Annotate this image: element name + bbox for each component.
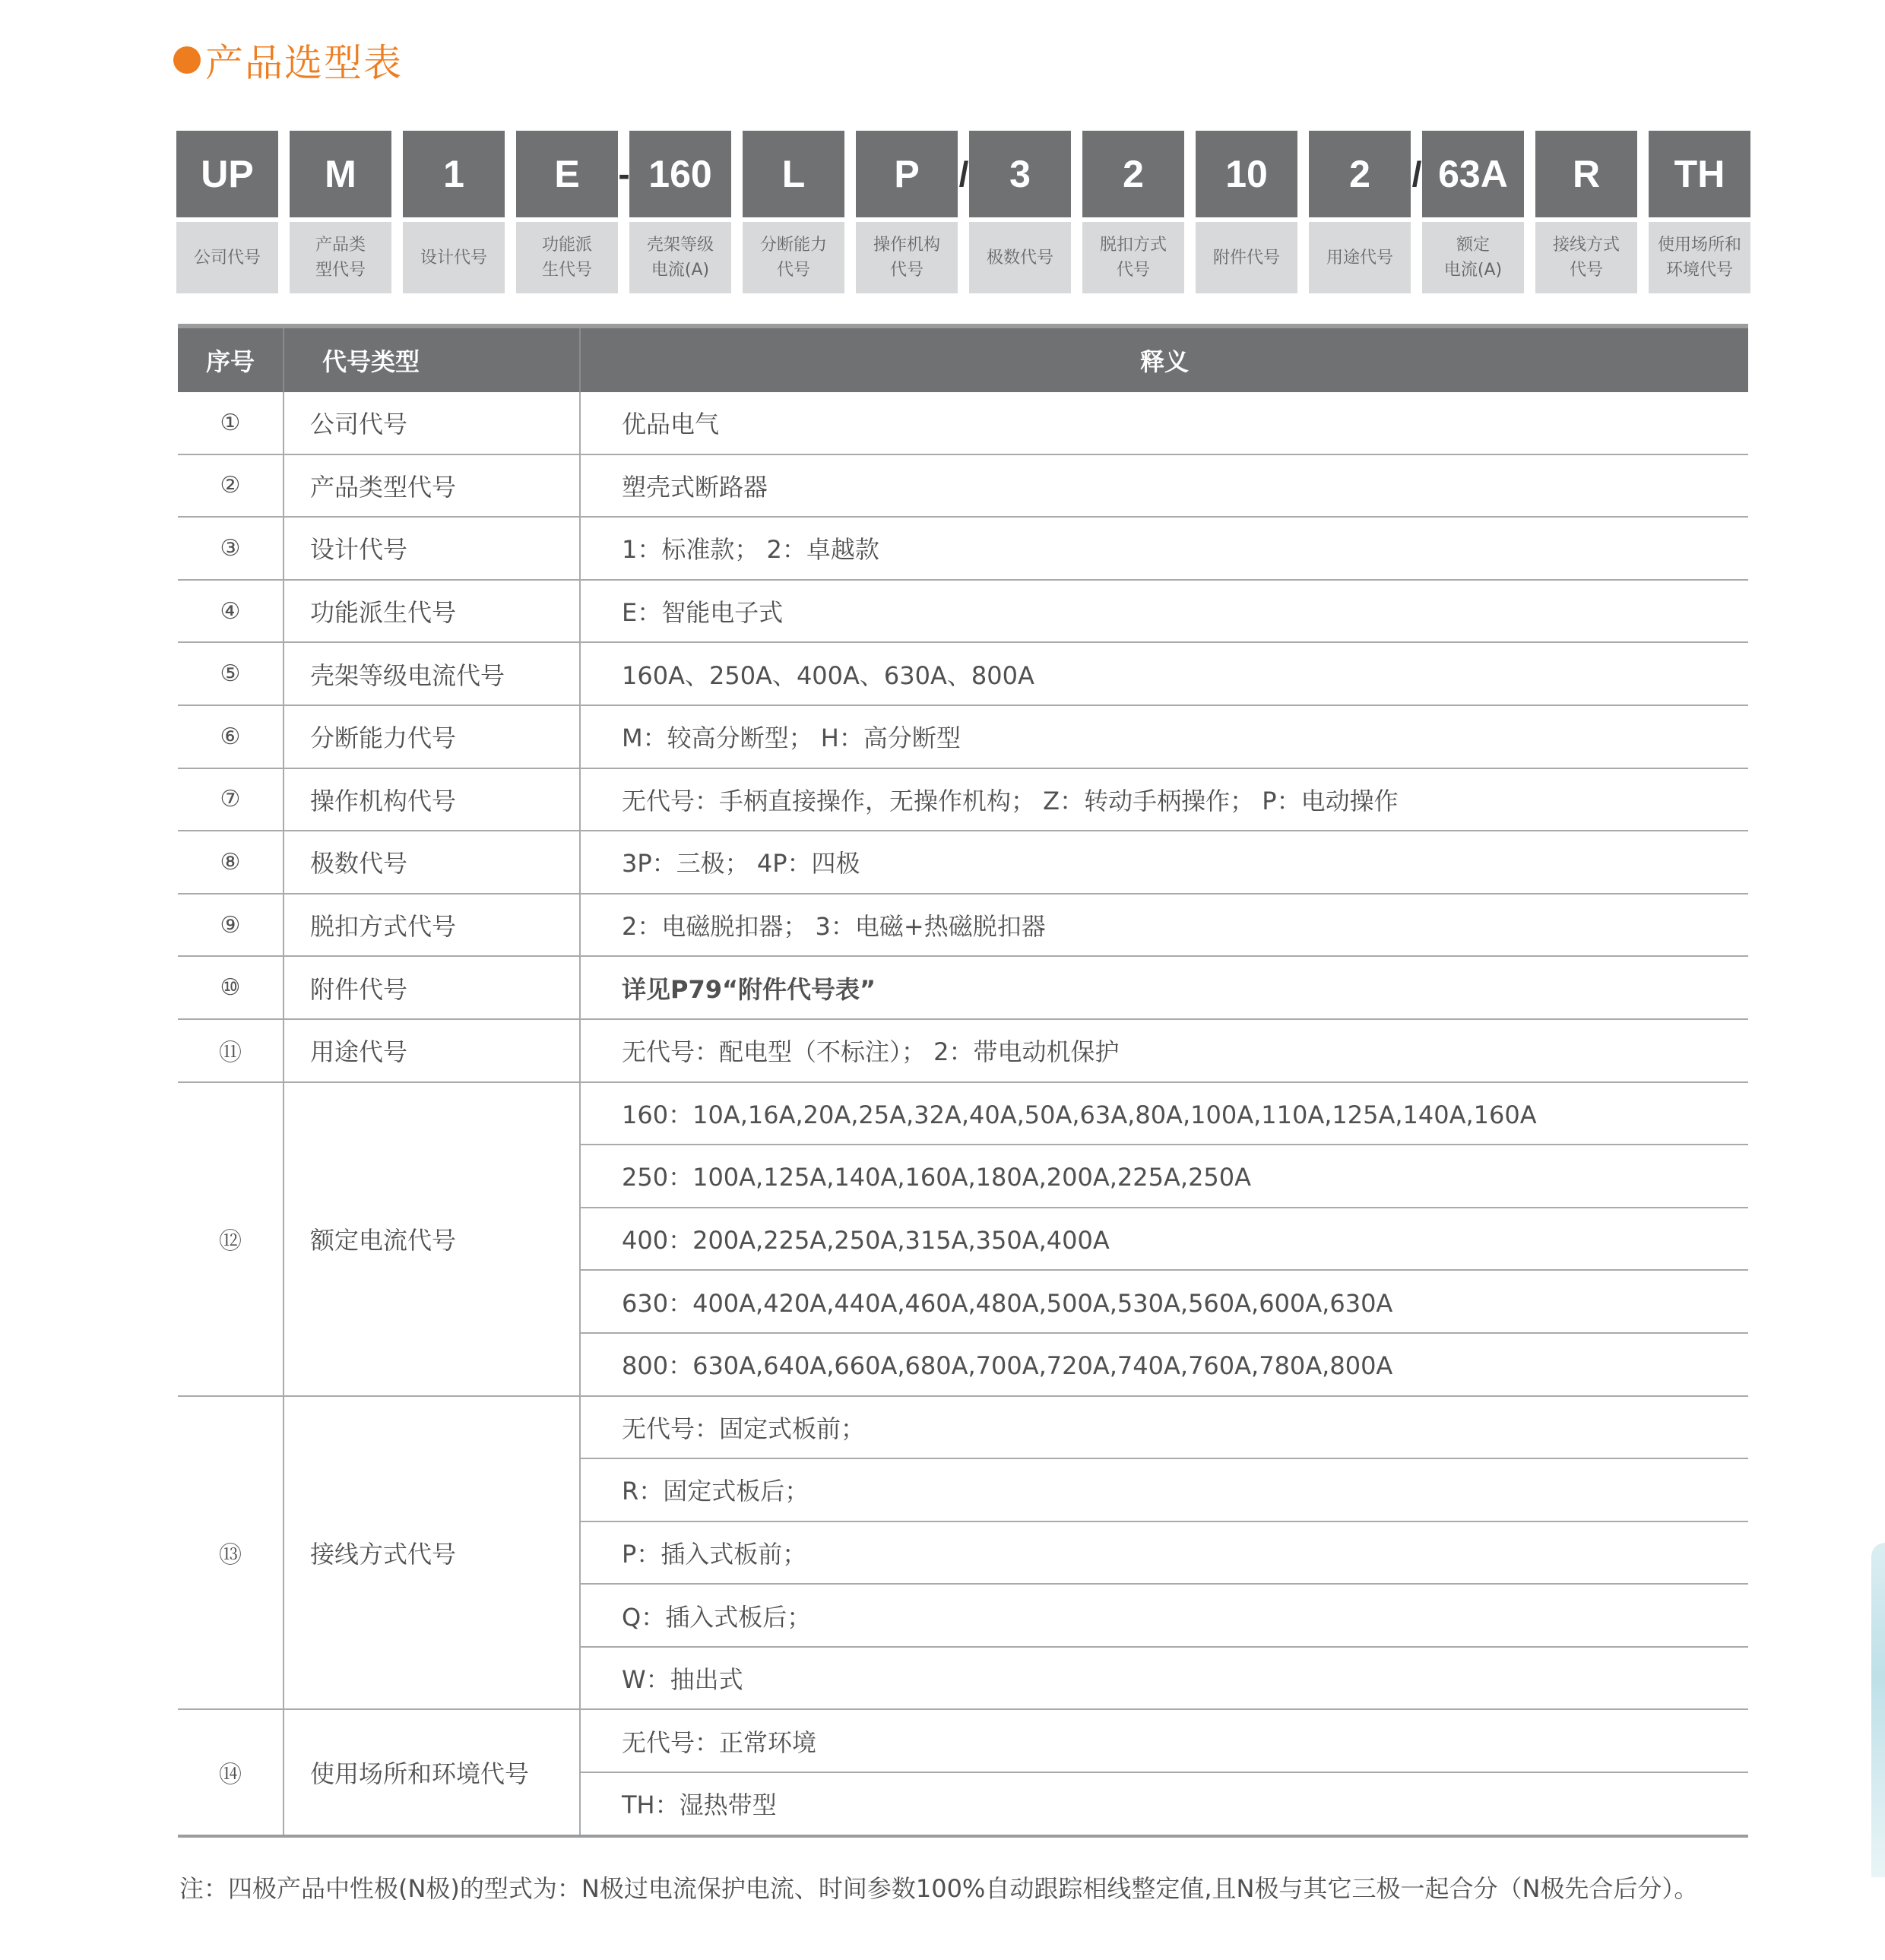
code-value: 2	[1309, 131, 1411, 217]
definition-cell: Q：插入式板后；	[580, 1584, 1748, 1647]
definition-cell: 塑壳式断路器	[580, 454, 1748, 518]
code-label: 额定 电流(A)	[1422, 222, 1524, 293]
definition-cell: 160：10A,16A,20A,25A,32A,40A,50A,63A,80A,100A,110A,125A,140A,160A	[580, 1082, 1748, 1145]
code-value: 3	[969, 131, 1071, 217]
definition-cell: TH：湿热带型	[580, 1772, 1748, 1836]
definition-cell: 400：200A,225A,250A,315A,350A,400A	[580, 1208, 1748, 1271]
code-label: 分断能力 代号	[743, 222, 844, 293]
code-type: 脱扣方式代号	[284, 894, 580, 957]
code-box	[1082, 131, 1184, 293]
row-number: ⑧	[178, 831, 284, 894]
table-row	[178, 768, 1748, 831]
row-number: ⑪	[178, 1019, 284, 1082]
code-type: 功能派生代号	[284, 580, 580, 643]
definition-cell: 无代号：正常环境	[580, 1709, 1748, 1772]
header-no: 序号	[178, 326, 284, 392]
code-box	[516, 131, 618, 293]
row-number: ⑬	[178, 1396, 284, 1710]
code-box	[629, 131, 731, 293]
code-box	[176, 131, 278, 293]
definition-cell: R：固定式板后；	[580, 1458, 1748, 1521]
code-label: 功能派 生代号	[516, 222, 618, 293]
code-label: 公司代号	[176, 222, 278, 293]
code-type: 公司代号	[284, 392, 580, 454]
code-value: 2	[1082, 131, 1184, 217]
code-type: 设计代号	[284, 517, 580, 580]
code-label: 用途代号	[1309, 222, 1411, 293]
definition-cell: 1：标准款； 2：卓越款	[580, 517, 1748, 580]
code-type: 极数代号	[284, 831, 580, 894]
code-box	[290, 131, 391, 293]
code-box	[1649, 131, 1750, 293]
table-row	[178, 1396, 1748, 1459]
definition-cell: 优品电气	[580, 392, 1748, 454]
table-row	[178, 831, 1748, 894]
bullet-dot-icon	[173, 46, 201, 74]
code-box	[1196, 131, 1297, 293]
definition-cell: 800：630A,640A,660A,680A,700A,720A,740A,760A,780A,800A	[580, 1333, 1748, 1396]
code-type: 用途代号	[284, 1019, 580, 1082]
row-number: ⑦	[178, 768, 284, 831]
definition-cell: E：智能电子式	[580, 580, 1748, 643]
table-row	[178, 1019, 1748, 1082]
row-number: ②	[178, 454, 284, 518]
code-box	[969, 131, 1071, 293]
code-type: 额定电流代号	[284, 1082, 580, 1396]
table-row	[178, 580, 1748, 643]
row-number: ⑫	[178, 1082, 284, 1396]
selection-table	[178, 324, 1748, 1838]
row-number: ③	[178, 517, 284, 580]
table-row	[178, 517, 1748, 580]
code-separator: /	[958, 154, 969, 194]
code-label: 设计代号	[403, 222, 505, 293]
code-box	[856, 131, 958, 293]
definition-cell: 2：电磁脱扣器； 3：电磁+热磁脱扣器	[580, 894, 1748, 957]
code-type: 壳架等级电流代号	[284, 642, 580, 705]
code-label: 接线方式 代号	[1535, 222, 1637, 293]
model-code-strip	[176, 131, 1751, 293]
definition-cell: 无代号：固定式板前；	[580, 1396, 1748, 1459]
code-box	[403, 131, 505, 293]
header-type: 代号类型	[284, 326, 580, 392]
code-value: 160	[629, 131, 731, 217]
definition-cell: 160A、250A、400A、630A、800A	[580, 642, 1748, 705]
table-row	[178, 1082, 1748, 1145]
table-header-row	[178, 326, 1748, 392]
code-label: 产品类 型代号	[290, 222, 391, 293]
header-definition: 释义	[580, 326, 1748, 392]
row-number: ⑩	[178, 956, 284, 1019]
code-box	[1422, 131, 1524, 293]
table-row	[178, 454, 1748, 518]
row-number: ①	[178, 392, 284, 454]
code-type: 分断能力代号	[284, 705, 580, 768]
table-row	[178, 956, 1748, 1019]
code-box	[1535, 131, 1637, 293]
row-number: ④	[178, 580, 284, 643]
code-box	[743, 131, 844, 293]
definition-cell: M：较高分断型； H：高分断型	[580, 705, 1748, 768]
code-type: 附件代号	[284, 956, 580, 1019]
code-type: 接线方式代号	[284, 1396, 580, 1710]
definition-cell: 3P：三极； 4P：四极	[580, 831, 1748, 894]
definition-cell: 无代号：手柄直接操作，无操作机构； Z：转动手柄操作； P：电动操作	[580, 768, 1748, 831]
definition-cell: 详见P79“附件代号表”	[580, 956, 1748, 1019]
row-number: ⑥	[178, 705, 284, 768]
code-value: L	[743, 131, 844, 217]
code-value: UP	[176, 131, 278, 217]
code-value: 10	[1196, 131, 1297, 217]
code-label: 脱扣方式 代号	[1082, 222, 1184, 293]
code-value: R	[1535, 131, 1637, 217]
code-box	[1309, 131, 1411, 293]
table-row	[178, 1709, 1748, 1772]
code-separator: /	[1411, 154, 1422, 194]
row-number: ⑨	[178, 894, 284, 957]
table-row	[178, 894, 1748, 957]
code-value: E	[516, 131, 618, 217]
table-row	[178, 705, 1748, 768]
row-number: ⑭	[178, 1709, 284, 1835]
definition-cell: W：抽出式	[580, 1647, 1748, 1710]
code-separator: -	[618, 154, 630, 194]
code-type: 使用场所和环境代号	[284, 1709, 580, 1835]
code-value: TH	[1649, 131, 1750, 217]
code-value: 1	[403, 131, 505, 217]
page-title	[173, 33, 403, 87]
code-label: 壳架等级 电流(A)	[629, 222, 731, 293]
decorative-edge	[1871, 1543, 1885, 1877]
page-title-text: 产品选型表	[205, 41, 403, 85]
code-label: 附件代号	[1196, 222, 1297, 293]
table-row	[178, 642, 1748, 705]
definition-cell: 630：400A,420A,440A,460A,480A,500A,530A,560A,600A,630A	[580, 1270, 1748, 1333]
code-type: 产品类型代号	[284, 454, 580, 518]
footnote: 注：四极产品中性极(N极)的型式为：N极过电流保护电流、时间参数100%自动跟踪相线整定值,且N极与其它三极一起合分（N极先合后分）。	[179, 1874, 1699, 1903]
code-label: 操作机构 代号	[856, 222, 958, 293]
code-value: 63A	[1422, 131, 1524, 217]
code-value: M	[290, 131, 391, 217]
definition-cell: 250：100A,125A,140A,160A,180A,200A,225A,250A	[580, 1145, 1748, 1208]
code-type: 操作机构代号	[284, 768, 580, 831]
definition-cell: P：插入式板前；	[580, 1521, 1748, 1585]
code-label: 极数代号	[969, 222, 1071, 293]
row-number: ⑤	[178, 642, 284, 705]
code-label: 使用场所和 环境代号	[1649, 222, 1750, 293]
definition-cell: 无代号：配电型（不标注）； 2：带电动机保护	[580, 1019, 1748, 1082]
code-value: P	[856, 131, 958, 217]
table-row	[178, 392, 1748, 454]
